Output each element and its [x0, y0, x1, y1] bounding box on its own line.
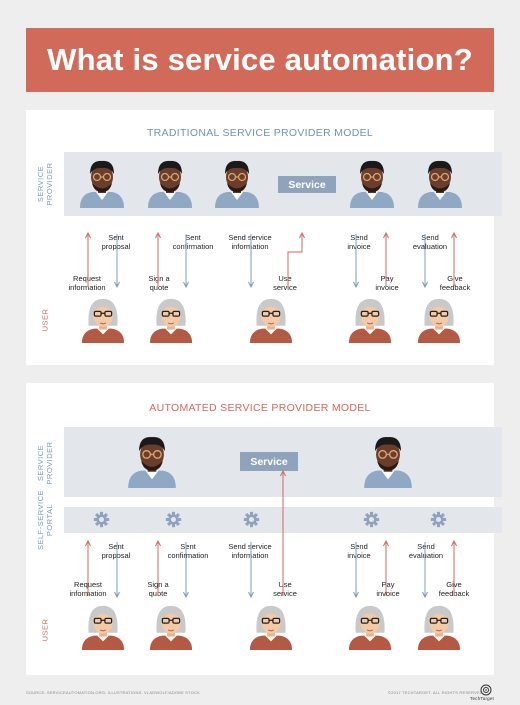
label-use-service: Use service [273, 580, 297, 598]
user-avatar [349, 606, 391, 650]
label-send-service-information: Send service information [228, 542, 272, 560]
provider-avatar [128, 437, 176, 488]
provider-avatar [418, 161, 462, 208]
user-avatar [349, 299, 391, 343]
label-send-invoice: Send invoice [347, 233, 371, 251]
gear-icon [364, 512, 379, 527]
gear-icon [166, 512, 181, 527]
portal-side-label: SELF-SERVICE PORTAL [36, 489, 54, 551]
page-title: What is service automation? [47, 42, 473, 77]
provider-avatar [215, 161, 259, 208]
label-request-information: Request information [69, 580, 107, 598]
label-send-evaluation: Send evaluation [408, 542, 444, 560]
automated-heading: AUTOMATED SERVICE PROVIDER MODEL [149, 402, 371, 414]
provider-avatar [364, 437, 412, 488]
label-pay-invoice: Pay invoice [376, 580, 400, 598]
user-avatar [418, 606, 460, 650]
label-sent-confirmation: Sent confirmation [172, 233, 214, 251]
user-avatar [418, 299, 460, 343]
label-send-service-information: Send service information [228, 233, 272, 251]
footer-brand: TechTarget [470, 696, 495, 701]
gear-icon [431, 512, 446, 527]
user-side-label: USER [40, 308, 50, 332]
user-avatar [150, 606, 192, 650]
footer-copyright: ©2017 TECHTARGET. ALL RIGHTS RESERVED. [388, 690, 485, 695]
label-use-service: Use service [273, 274, 297, 292]
user-avatar [82, 299, 124, 343]
label-request-information: Request information [68, 274, 106, 292]
label-sign-a-quote: Sign a quote [147, 580, 169, 598]
provider-side-label: SERVICE PROVIDER [36, 441, 54, 485]
user-side-label: USER [40, 618, 50, 642]
label-give-feedback: Give feedback [439, 274, 471, 292]
user-avatar [82, 606, 124, 650]
footer-source: SOURCE: SERVICEAUTOMATION.ORG; ILLUSTRATIONS: VLADWOLF/ADOBE STOCK [26, 690, 200, 695]
label-sent-confirmation: Sent confirmation [167, 542, 209, 560]
label-pay-invoice: Pay invoice [375, 274, 399, 292]
gear-icon [94, 512, 109, 527]
label-sent-proposal: Sent proposal [101, 542, 131, 560]
provider-avatar [350, 161, 394, 208]
label-sent-proposal: Sent proposal [101, 233, 131, 251]
label-send-invoice: Send invoice [347, 542, 371, 560]
provider-side-label: SERVICE PROVIDER [36, 162, 54, 206]
service-box: Service [240, 452, 298, 471]
user-avatar [250, 606, 292, 650]
user-avatar [250, 299, 292, 343]
label-sign-a-quote: Sign a quote [148, 274, 170, 292]
provider-avatar [80, 161, 124, 208]
user-avatar [150, 299, 192, 343]
label-give-feedback: Give feedback [438, 580, 470, 598]
provider-avatar [148, 161, 192, 208]
label-send-evaluation: Send evaluation [412, 233, 448, 251]
service-box: Service [278, 176, 336, 193]
gear-icon [244, 512, 259, 527]
traditional-heading: TRADITIONAL SERVICE PROVIDER MODEL [146, 127, 374, 139]
